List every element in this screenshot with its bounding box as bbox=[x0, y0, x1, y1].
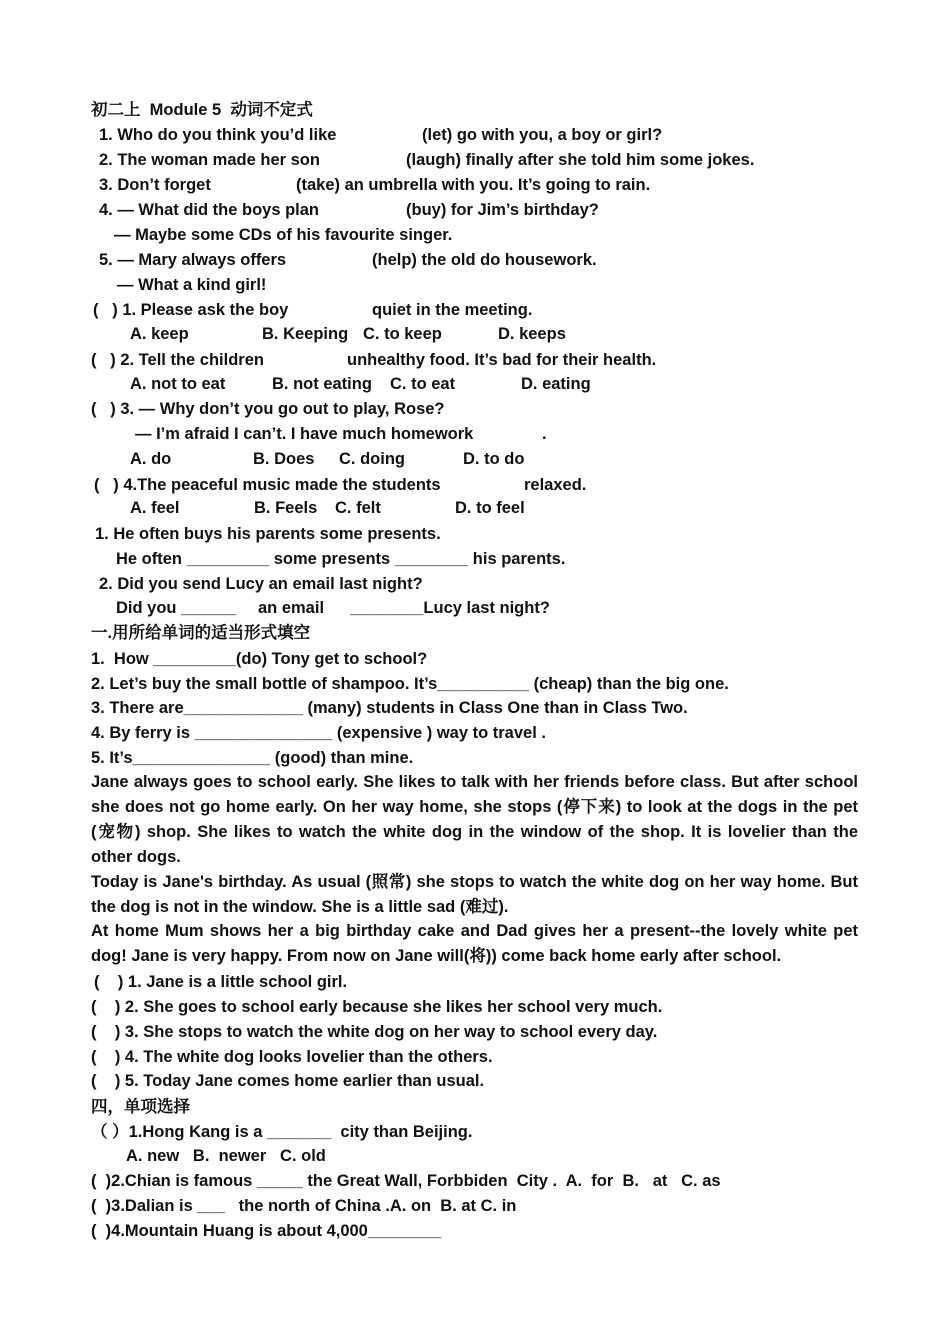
single-choice-item-1-options: A. new B. newer C. old bbox=[126, 1147, 326, 1165]
section-1-heading: 一.用所给单词的适当形式填空 bbox=[91, 624, 311, 642]
true-false-item-5: ( ) 5. Today Jane comes home earlier than usual. bbox=[91, 1072, 485, 1090]
choice-item-3-option-d: D. to do bbox=[463, 450, 525, 468]
choice-item-3-period: . bbox=[542, 425, 547, 443]
true-false-item-2: ( ) 2. She goes to school early because she likes her school very much. bbox=[91, 998, 663, 1016]
choice-item-2-option-a: A. not to eat bbox=[130, 375, 226, 393]
choice-item-1-end: quiet in the meeting. bbox=[372, 301, 533, 319]
choice-item-4-option-b: B. Feels bbox=[254, 499, 318, 517]
grammar-item-5: 5. It’s_______________ (good) than mine. bbox=[91, 749, 414, 767]
single-choice-item-1: （ ）1.Hong Kang is a _______ city than Beijing. bbox=[91, 1123, 473, 1141]
grammar-item-4: 4. By ferry is _______________ (expensive ) way to travel . bbox=[91, 724, 546, 742]
choice-item-3-option-c: C. doing bbox=[339, 450, 405, 468]
choice-item-3-reply: — I’m afraid I can’t. I have much homework bbox=[135, 425, 474, 443]
reading-paragraph-1: Jane always goes to school early. She likes to talk with her friends before class. But after school she does not go home early. On her way home, she stops (停下来) to look at the dogs in the pet (宠物) shop. She likes to watch the white dog in the window of the shop. It is lovelier than the other dogs. bbox=[91, 773, 858, 866]
rewrite-item-2-answer-b: an email bbox=[258, 599, 325, 617]
choice-item-4-end: relaxed. bbox=[524, 476, 587, 494]
single-choice-item-2: ( )2.Chian is famous _____ the Great Wall, Forbbiden City . A. for B. at C. as bbox=[91, 1172, 721, 1190]
fill-item-4-reply: — Maybe some CDs of his favourite singer. bbox=[114, 226, 453, 244]
choice-item-2-option-b: B. not eating bbox=[272, 375, 372, 393]
reading-paragraph-3: At home Mum shows her a big birthday cake and Dad gives her a present--the lovely white pet dog! Jane is very happy. From now on Jane will(将)) come back home early after school. bbox=[91, 922, 858, 965]
fill-item-5-start: 5. — Mary always offers bbox=[99, 251, 287, 269]
fill-item-2-start: 2. The woman made her son bbox=[99, 151, 320, 169]
choice-item-4-option-c: C. felt bbox=[335, 499, 381, 517]
true-false-item-3: ( ) 3. She stops to watch the white dog on her way to school every day. bbox=[91, 1023, 658, 1041]
rewrite-item-2-answer-a: Did you ______ bbox=[116, 599, 237, 617]
fill-item-5-end: (help) the old do housework. bbox=[372, 251, 597, 269]
choice-item-3-option-b: B. Does bbox=[253, 450, 315, 468]
grammar-item-3: 3. There are_____________ (many) students in Class One than in Class Two. bbox=[91, 699, 688, 717]
choice-item-4-start: ( ) 4.The peaceful music made the students bbox=[94, 476, 441, 494]
fill-item-3-end: (take) an umbrella with you. It’s going to rain. bbox=[296, 176, 651, 194]
choice-item-3-option-a: A. do bbox=[130, 450, 172, 468]
single-choice-item-4: ( )4.Mountain Huang is about 4,000________ bbox=[91, 1222, 442, 1240]
choice-item-2-option-c: C. to eat bbox=[390, 375, 456, 393]
choice-item-4-option-a: A. feel bbox=[130, 499, 180, 517]
choice-item-2-start: ( ) 2. Tell the children bbox=[91, 351, 264, 369]
true-false-item-4: ( ) 4. The white dog looks lovelier than the others. bbox=[91, 1048, 493, 1066]
rewrite-item-2: 2. Did you send Lucy an email last night? bbox=[99, 575, 423, 593]
rewrite-item-1: 1. He often buys his parents some presents. bbox=[95, 525, 441, 543]
fill-item-2-end: (laugh) finally after she told him some jokes. bbox=[406, 151, 755, 169]
worksheet-title: 初二上 Module 5 动词不定式 bbox=[91, 101, 313, 119]
rewrite-item-1-answer: He often _________ some presents ________ his parents. bbox=[116, 550, 566, 568]
choice-item-2-end: unhealthy food. It’s bad for their health. bbox=[347, 351, 657, 369]
choice-item-1-option-a: A. keep bbox=[130, 325, 189, 343]
fill-item-4-start: 4. — What did the boys plan bbox=[99, 201, 320, 219]
fill-item-1-end: (let) go with you, a boy or girl? bbox=[422, 126, 663, 144]
fill-item-5-reply: — What a kind girl! bbox=[117, 276, 267, 294]
choice-item-1-option-b: B. Keeping bbox=[262, 325, 349, 343]
choice-item-2-option-d: D. eating bbox=[521, 375, 591, 393]
choice-item-1-start: ( ) 1. Please ask the boy bbox=[93, 301, 289, 319]
true-false-item-1: ( ) 1. Jane is a little school girl. bbox=[94, 973, 348, 991]
fill-item-1-start: 1. Who do you think you’d like bbox=[99, 126, 337, 144]
single-choice-item-3: ( )3.Dalian is ___ the north of China .A. on B. at C. in bbox=[91, 1197, 517, 1215]
choice-item-1-option-d: D. keeps bbox=[498, 325, 566, 343]
section-4-heading: 四，单项选择 bbox=[91, 1098, 190, 1116]
grammar-item-2: 2. Let’s buy the small bottle of shampoo. It’s__________ (cheap) than the big one. bbox=[91, 675, 729, 693]
choice-item-3-start: ( ) 3. — Why don’t you go out to play, Rose? bbox=[91, 400, 445, 418]
reading-paragraph-2: Today is Jane's birthday. As usual (照常) she stops to watch the white dog on her way home. But the dog is not in the window. She is a little sad (难过). bbox=[91, 873, 858, 916]
choice-item-1-option-c: C. to keep bbox=[363, 325, 442, 343]
rewrite-item-2-answer-c: ________Lucy last night? bbox=[350, 599, 550, 617]
grammar-item-1: 1. How _________(do) Tony get to school? bbox=[91, 650, 428, 668]
fill-item-4-end: (buy) for Jim’s birthday? bbox=[406, 201, 599, 219]
choice-item-4-option-d: D. to feel bbox=[455, 499, 525, 517]
fill-item-3-start: 3. Don’t forget bbox=[99, 176, 211, 194]
